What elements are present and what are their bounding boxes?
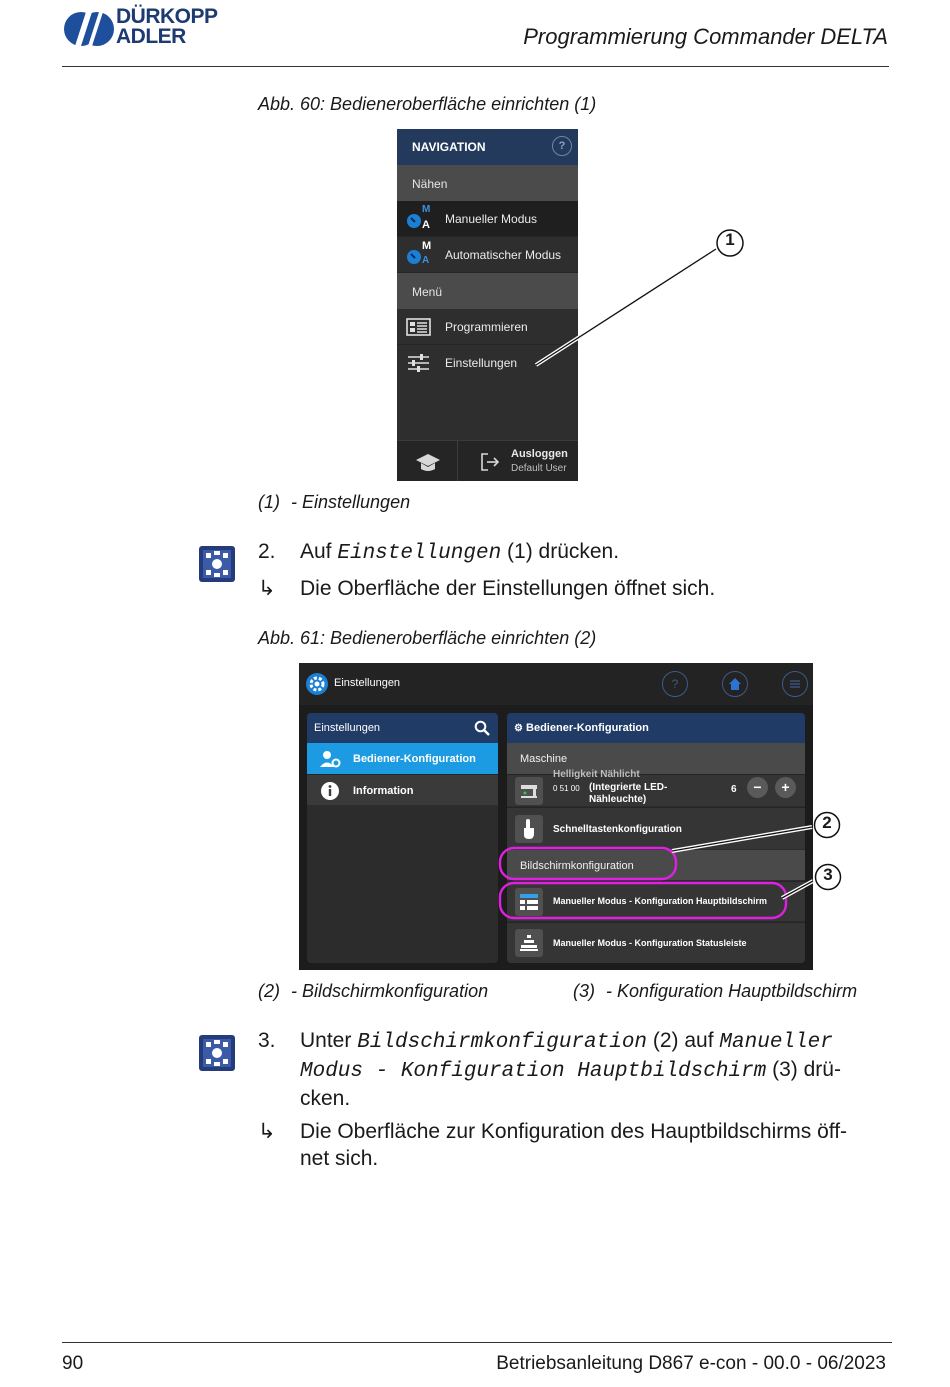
figure-60-caption: Abb. 60: Bedieneroberfläche einrichten (1) xyxy=(258,94,597,114)
mode-m-label: M xyxy=(422,240,432,252)
home-glyph-icon xyxy=(728,677,742,691)
row-quick-keys-label: Schnelltastenkonfiguration xyxy=(553,824,682,835)
logo-line-1: DÜRKOPP xyxy=(116,5,218,28)
settings-sliders-icon xyxy=(405,351,433,375)
callout-3-number: 3 xyxy=(823,865,833,884)
operator-config-title: Bediener-Konfiguration xyxy=(526,722,649,734)
settings-left-panel xyxy=(307,713,498,963)
status-bar-icon xyxy=(515,929,543,957)
figure-61-legend-2 xyxy=(258,981,488,1002)
settings-left-header xyxy=(307,713,498,743)
section-menu: Menü xyxy=(397,273,578,309)
row-light-brightness[interactable] xyxy=(507,769,805,806)
step-3-line-1 xyxy=(300,1027,880,1056)
step-3-result-line-2: net sich. xyxy=(300,1147,379,1170)
legend-2-text: - Bildschirmkonfiguration xyxy=(291,981,489,1001)
step-2-text-before: Auf xyxy=(300,540,338,563)
row-light-brightness-title: Helligkeit Nählicht xyxy=(553,769,640,780)
settings-title: Einstellungen xyxy=(334,677,401,689)
navigation-title: NAVIGATION xyxy=(412,140,486,154)
header-rule xyxy=(62,66,889,67)
step-3-text-c: (3) drü- xyxy=(766,1058,841,1081)
nav-item-auto-label: Automatischer Modus xyxy=(445,248,562,262)
machine-control-icon xyxy=(199,1035,235,1071)
logout-icon[interactable] xyxy=(479,451,501,473)
step-2-number: 2. xyxy=(258,540,276,563)
page-number: 90 xyxy=(62,1353,84,1374)
step-3-result xyxy=(300,1118,890,1172)
figure-61-legend-3 xyxy=(573,981,857,1002)
logo-line-2: ADLER xyxy=(116,25,186,48)
step-3-text-b: (2) auf xyxy=(647,1029,720,1052)
settings-left-title: Einstellungen xyxy=(314,722,381,734)
footer-divider xyxy=(457,441,458,481)
row-light-line1: (Integrierte LED- xyxy=(589,782,668,793)
figure-61-caption: Abb. 61: Bedieneroberfläche einrichten (2) xyxy=(258,628,597,648)
operator-config-header-icon: ⚙ xyxy=(514,723,523,734)
menu-item-operator-config-label: Bediener-Konfiguration xyxy=(353,753,476,765)
settings-top-bar xyxy=(299,663,813,705)
duerkopp-adler-logo-icon xyxy=(62,10,114,48)
legend-3-number: (3) xyxy=(573,981,595,1001)
callout-1-number: 1 xyxy=(725,230,735,249)
help-icon[interactable]: ? xyxy=(552,136,572,156)
navigation-header xyxy=(397,129,578,165)
help-icon[interactable]: ? xyxy=(662,671,688,697)
menu-item-operator-config[interactable] xyxy=(307,743,498,774)
nav-item-programming-label: Programmieren xyxy=(445,320,528,334)
gear-icon xyxy=(305,672,329,696)
step-3-text-a: Unter xyxy=(300,1029,358,1052)
decrease-button[interactable]: − xyxy=(747,777,768,798)
step-3-number: 3. xyxy=(258,1029,276,1052)
status-bar-glyph-icon xyxy=(519,934,539,952)
legend-3-text: - Konfiguration Hauptbildschirm xyxy=(606,981,858,1001)
increase-button[interactable]: + xyxy=(775,777,796,798)
operator-config-icon xyxy=(319,749,341,769)
footer-document-info: Betriebsanleitung D867 e-con - 00.0 - 06/2023 xyxy=(496,1353,886,1374)
row-status-bar-label: Manueller Modus - Konfiguration Statusleiste xyxy=(553,938,747,948)
figure-61-annotations xyxy=(490,805,850,925)
info-icon xyxy=(320,781,340,801)
programming-icon xyxy=(405,315,433,339)
home-icon[interactable] xyxy=(722,671,748,697)
logout-label[interactable]: Ausloggen xyxy=(511,448,568,460)
sewing-machine-glyph-icon xyxy=(519,782,539,800)
document-title: Programmierung Commander DELTA xyxy=(523,24,888,49)
row-light-value: 6 xyxy=(731,784,737,795)
step-2-text-after: (1) drücken. xyxy=(501,540,620,563)
section-screen-config[interactable]: Bildschirmkonfiguration xyxy=(507,850,805,880)
step-3-line-2 xyxy=(300,1056,880,1085)
nav-item-settings-label: Einstellungen xyxy=(445,356,518,370)
row-main-screen-label: Manueller Modus - Konfiguration Hauptbildschirm xyxy=(553,896,768,906)
step-3-code-3: Modus - Konfiguration Hauptbildschirm xyxy=(300,1060,767,1083)
sewing-light-icon xyxy=(515,777,543,805)
logo-wordmark xyxy=(116,7,218,47)
menu-item-information-label: Information xyxy=(353,785,414,797)
legend-1-text: - Einstellungen xyxy=(291,492,411,512)
legend-1-number: (1) xyxy=(258,492,280,512)
search-icon[interactable] xyxy=(474,720,490,736)
row-light-line2: Nähleuchte) xyxy=(589,794,647,805)
step-2-result-arrow: ↳ xyxy=(258,577,276,600)
step-3-line-3: cken. xyxy=(300,1087,351,1110)
mode-a-label: A xyxy=(422,255,430,266)
step-3-instruction xyxy=(300,1027,880,1112)
footer-rule xyxy=(62,1342,892,1343)
step-2-result: Die Oberfläche der Einstellungen öffnet sich. xyxy=(300,577,716,600)
menu-item-information[interactable] xyxy=(307,774,498,805)
machine-control-icon xyxy=(199,546,235,582)
row-light-code: 0 51 00 xyxy=(553,784,580,793)
operator-config-header xyxy=(507,713,805,743)
step-3-code-1: Bildschirmkonfiguration xyxy=(357,1031,648,1054)
step-3-code-2: Manueller xyxy=(719,1031,833,1054)
mode-m-label: M xyxy=(422,204,431,215)
step-3-result-arrow: ↳ xyxy=(258,1120,276,1143)
graduation-cap-icon[interactable] xyxy=(415,451,441,473)
figure-60-legend xyxy=(258,492,410,513)
nav-item-manual-label: Manueller Modus xyxy=(445,212,538,226)
section-sewing: Nähen xyxy=(397,165,578,201)
callout-2-number: 2 xyxy=(822,813,832,832)
row-status-bar-config[interactable] xyxy=(507,922,805,963)
step-2-code: Einstellungen xyxy=(337,542,502,565)
menu-glyph-icon xyxy=(790,679,800,689)
section-machine: Maschine xyxy=(507,743,805,774)
step-3-result-line-1: Die Oberfläche zur Konfiguration des Hauptbildschirms öff- xyxy=(300,1120,848,1143)
menu-icon[interactable] xyxy=(782,671,808,697)
step-2-instruction xyxy=(300,538,619,567)
mode-a-label: A xyxy=(422,219,430,231)
legend-2-number: (2) xyxy=(258,981,280,1001)
navigation-footer xyxy=(397,440,578,481)
current-user: Default User xyxy=(511,463,567,474)
